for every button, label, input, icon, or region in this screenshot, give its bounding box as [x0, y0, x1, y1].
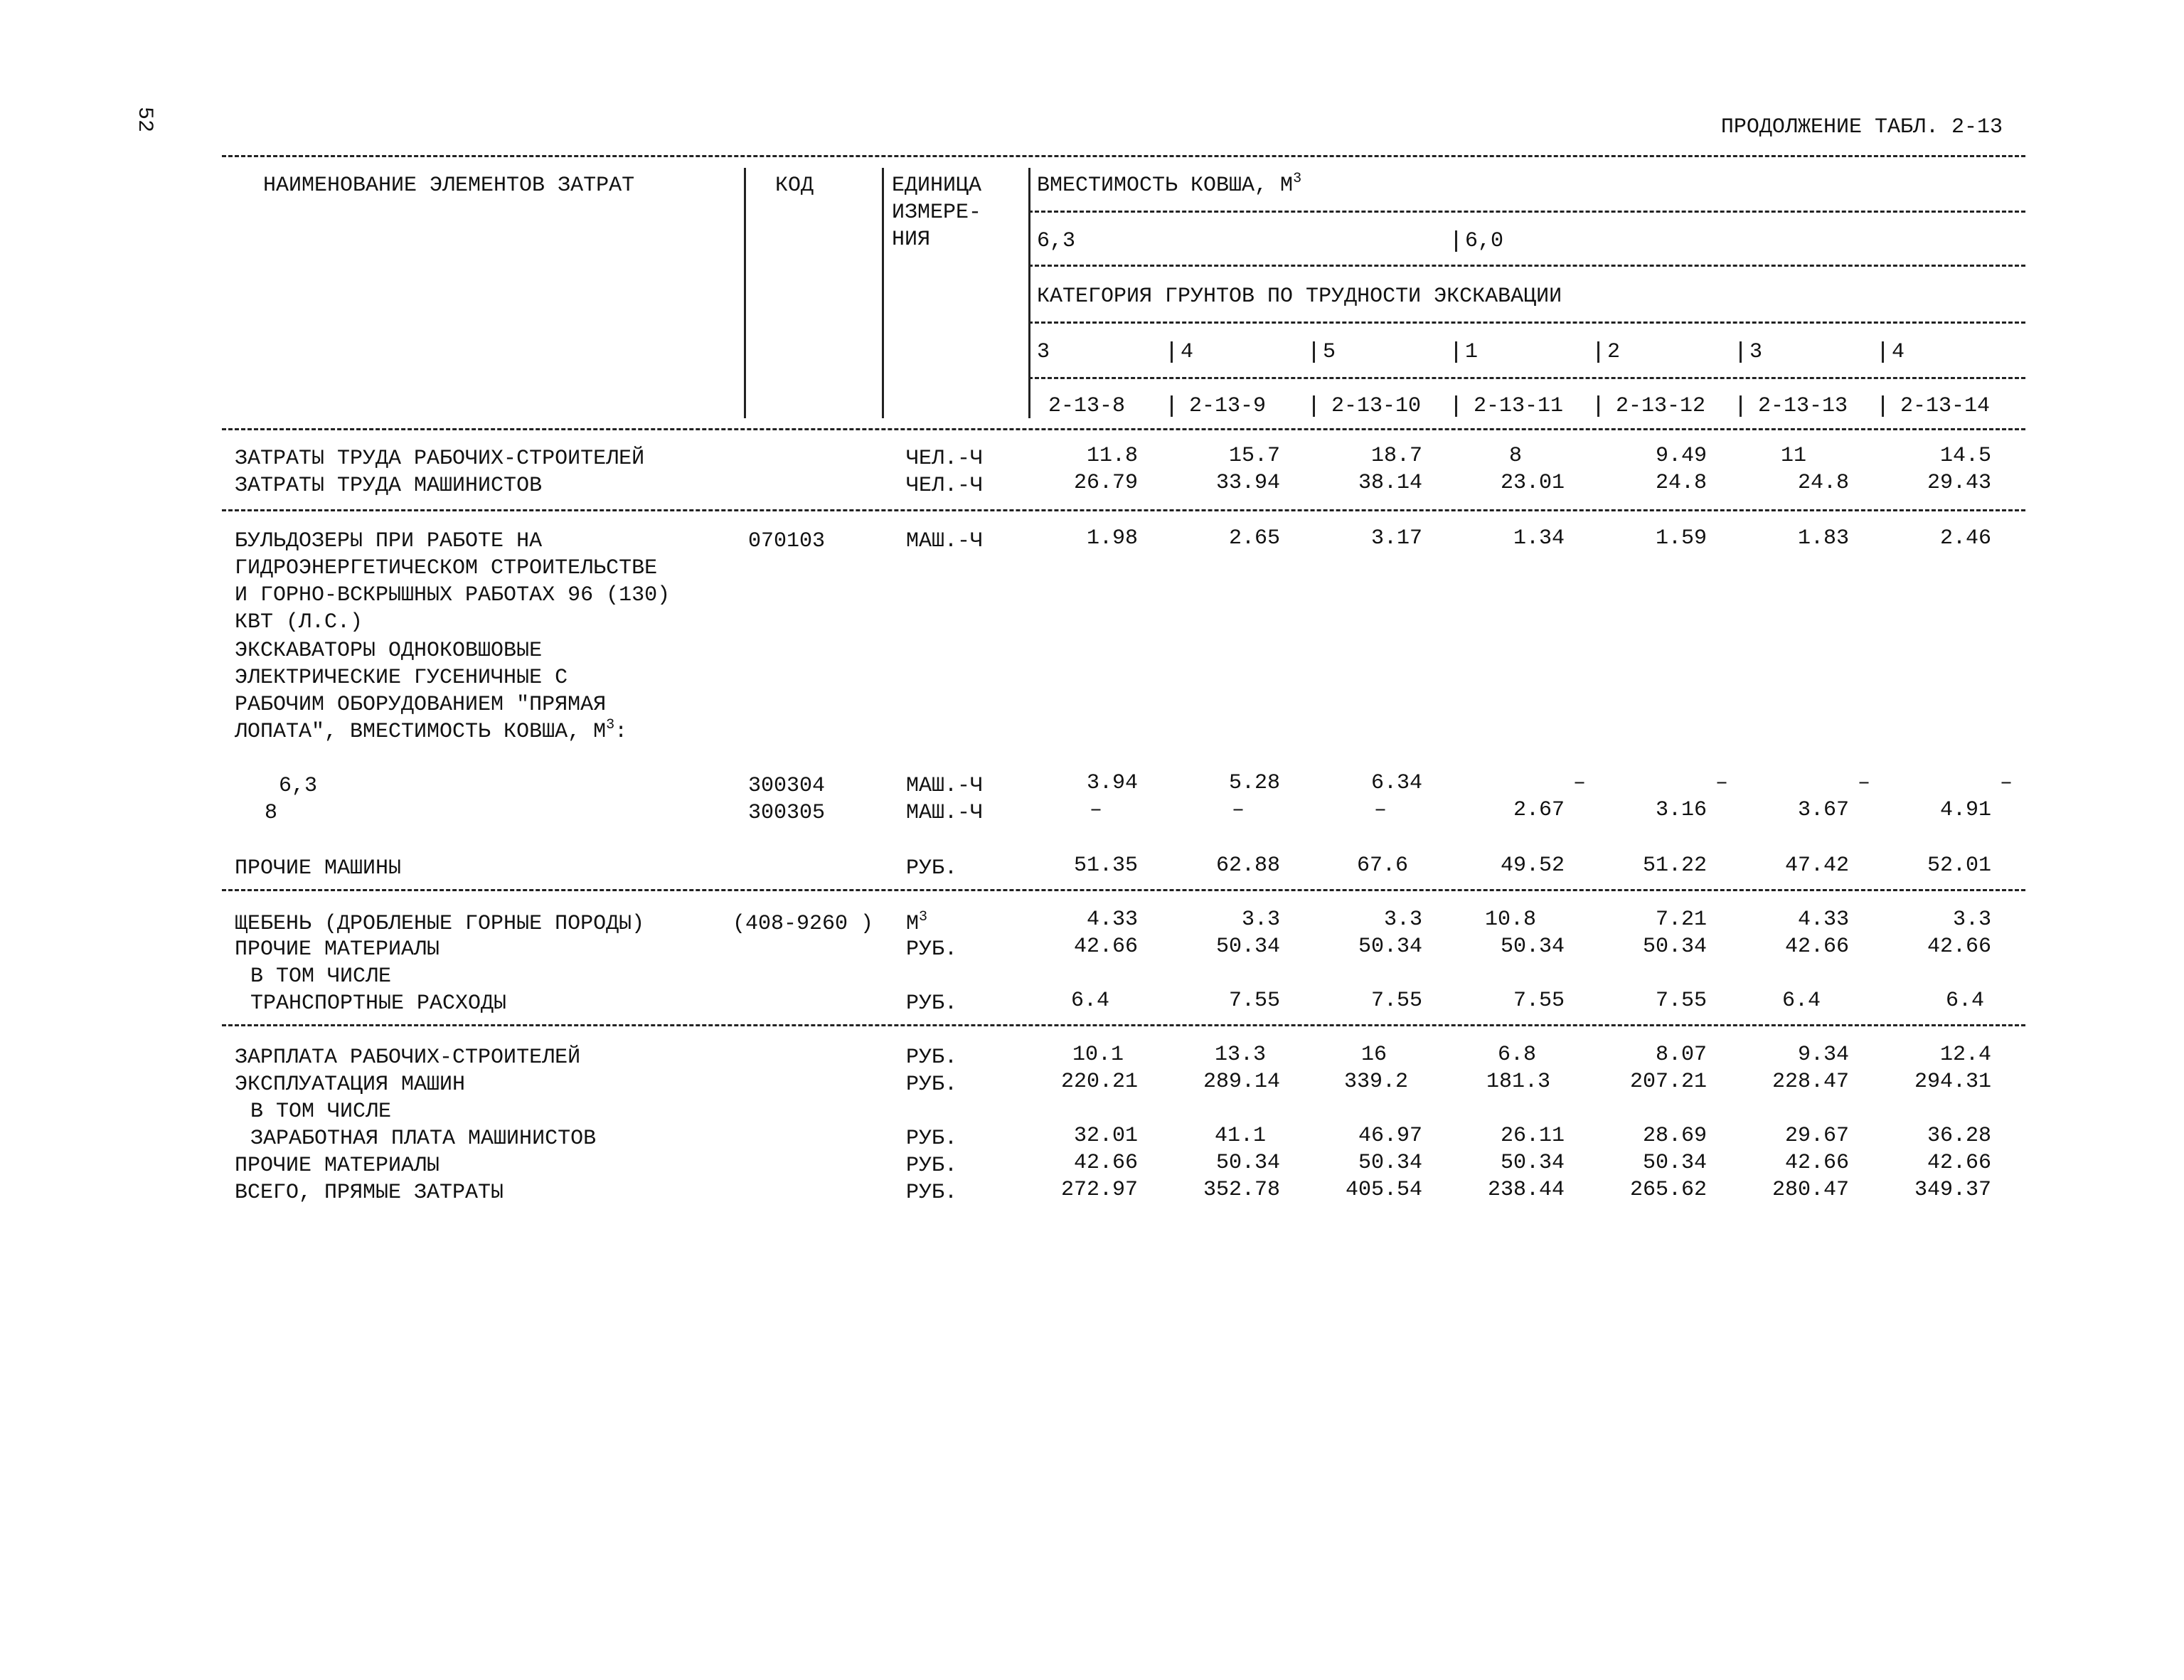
header-divider-unit	[882, 168, 884, 418]
rate-code-4: 2-13-11	[1474, 394, 1564, 418]
row-value: 16	[1360, 1043, 1387, 1067]
row-value: –	[1857, 771, 1870, 795]
rule-section	[222, 889, 2025, 891]
row-value: 12.4	[1939, 1043, 1991, 1067]
excavator-line-3: РАБОЧИМ ОБОРУДОВАНИЕМ "ПРЯМАЯ	[235, 693, 607, 717]
row-value: 11.8	[1086, 444, 1138, 468]
category-2: 4	[1181, 340, 1194, 364]
row-value: 2.46	[1939, 526, 1991, 551]
row-value: 10.1	[1072, 1043, 1124, 1067]
category-separator	[1455, 341, 1457, 363]
row-code: 300305	[748, 801, 826, 825]
row-code: 300304	[748, 774, 826, 798]
row-name: ТРАНСПОРТНЫЕ РАСХОДЫ	[250, 991, 507, 1016]
row-value: 28.69	[1642, 1124, 1707, 1148]
row-value: 49.52	[1500, 854, 1565, 878]
row-value: 181.3	[1486, 1070, 1550, 1094]
row-name: 8	[265, 801, 278, 825]
row-unit: РУБ.	[906, 1046, 958, 1070]
row-name: ЗАТРАТЫ ТРУДА МАШИНИСТОВ	[235, 474, 543, 498]
row-value: 6.34	[1370, 771, 1422, 795]
row-value: 24.8	[1797, 471, 1849, 495]
row-unit: ЧЕЛ.-Ч	[906, 447, 984, 471]
row-value: 265.62	[1629, 1178, 1707, 1202]
row-unit: РУБ.	[906, 856, 958, 881]
row-value: 42.66	[1784, 935, 1849, 959]
row-value: 46.97	[1358, 1124, 1422, 1148]
row-name: ПРОЧИЕ МАШИНЫ	[235, 856, 402, 881]
row-value: 339.2	[1343, 1070, 1408, 1094]
table-caption: ПРОДОЛЖЕНИЕ ТАБЛ. 2-13	[1720, 115, 2003, 139]
row-value: 3.16	[1655, 798, 1707, 822]
excavator-line-2: ЭЛЕКТРИЧЕСКИЕ ГУСЕНИЧНЫЕ С	[235, 666, 568, 690]
header-unit-line-1: ЕДИНИЦА	[892, 174, 982, 198]
row-value: 26.79	[1073, 471, 1138, 495]
row-value: 1.83	[1797, 526, 1849, 551]
rule-top	[222, 155, 2025, 157]
including-label: В ТОМ ЧИСЛЕ	[250, 964, 392, 989]
excavator-line-4: ЛОПАТА", ВМЕСТИМОСТЬ КОВША, $М^3$:	[235, 717, 628, 744]
header-category: КАТЕГОРИЯ ГРУНТОВ ПО ТРУДНОСТИ ЭКСКАВАЦИИ	[1037, 285, 1562, 309]
row-value: 9.34	[1797, 1043, 1849, 1067]
row-name: ЗАРПЛАТА РАБОЧИХ-СТРОИТЕЛЕЙ	[235, 1046, 581, 1070]
row-name: ПРОЧИЕ МАТЕРИАЛЫ	[235, 1154, 440, 1178]
rule-section	[222, 1024, 2025, 1026]
code-separator	[1740, 395, 1742, 417]
code-separator	[1455, 395, 1457, 417]
row-unit: МАШ.-Ч	[906, 529, 984, 553]
row-value: 29.67	[1784, 1124, 1849, 1148]
category-3: 5	[1323, 340, 1336, 364]
row-name: 6,3	[279, 774, 318, 798]
row-value: 62.88	[1215, 854, 1280, 878]
row-value: –	[1999, 771, 2013, 795]
row-value: 32.01	[1073, 1124, 1138, 1148]
excavator-line-1: ЭКСКАВАТОРЫ ОДНОКОВШОВЫЕ	[235, 639, 543, 663]
header-capacity-group-2: 6,0	[1465, 229, 1504, 253]
row-value: –	[1373, 798, 1387, 822]
row-value: 36.28	[1927, 1124, 1991, 1148]
row-value: –	[1572, 771, 1586, 795]
row-value: 29.43	[1927, 471, 1991, 495]
row-unit: $М^3$	[906, 909, 928, 936]
category-4: 1	[1465, 340, 1479, 364]
row-value: 42.66	[1073, 935, 1138, 959]
row-value: –	[1231, 798, 1245, 822]
row-value: 10.8	[1484, 908, 1536, 932]
row-value: –	[1089, 798, 1102, 822]
row-value: 14.5	[1939, 444, 1991, 468]
row-value: 38.14	[1358, 471, 1422, 495]
row-value: 51.35	[1073, 854, 1138, 878]
rate-code-6: 2-13-13	[1758, 394, 1848, 418]
row-value: 15.7	[1228, 444, 1280, 468]
row-value: 3.3	[1383, 908, 1422, 932]
row-value: 50.34	[1215, 1151, 1280, 1175]
page-number: 52	[132, 107, 156, 133]
row-value: 3.94	[1086, 771, 1138, 795]
row-value: 6.4	[1945, 989, 1984, 1013]
row-value: 42.66	[1927, 935, 1991, 959]
row-value: 220.21	[1060, 1070, 1138, 1094]
code-separator	[1597, 395, 1599, 417]
category-5: 2	[1607, 340, 1621, 364]
row-unit: РУБ.	[906, 937, 958, 962]
row-unit: РУБ.	[906, 1154, 958, 1178]
row-value: 7.55	[1655, 989, 1707, 1013]
row-name: ВСЕГО, ПРЯМЫЕ ЗАТРАТЫ	[235, 1181, 504, 1205]
header-unit-line-3: НИЯ	[892, 228, 931, 252]
header-divider-code	[744, 168, 746, 418]
row-value: 238.44	[1487, 1178, 1565, 1202]
category-7: 4	[1892, 340, 1905, 364]
rule-groups	[1028, 265, 2025, 267]
rate-code-1: 2-13-8	[1048, 394, 1126, 418]
row-value: 50.34	[1500, 935, 1565, 959]
rate-code-5: 2-13-12	[1616, 394, 1706, 418]
code-separator	[1313, 395, 1315, 417]
rate-code-3: 2-13-10	[1331, 394, 1422, 418]
header-name-col: НАИМЕНОВАНИЕ ЭЛЕМЕНТОВ ЗАТРАТ	[263, 174, 635, 198]
category-separator	[1171, 341, 1173, 363]
row-value: 272.97	[1060, 1178, 1138, 1202]
row-value: 8	[1508, 444, 1522, 468]
row-value: 26.11	[1500, 1124, 1565, 1148]
row-unit: РУБ.	[906, 991, 958, 1016]
category-6: 3	[1749, 340, 1763, 364]
row-value: 4.91	[1939, 798, 1991, 822]
row-value: 3.3	[1241, 908, 1280, 932]
row-value: 24.8	[1655, 471, 1707, 495]
row-value: 1.34	[1513, 526, 1565, 551]
row-value: 50.34	[1642, 935, 1707, 959]
row-value: 9.49	[1655, 444, 1707, 468]
row-unit: РУБ.	[906, 1181, 958, 1205]
code-separator	[1171, 395, 1173, 417]
header-unit-line-2: ИЗМЕРЕ-	[892, 201, 982, 225]
row-value: 289.14	[1203, 1070, 1280, 1094]
row-value: 18.7	[1370, 444, 1422, 468]
category-separator	[1740, 341, 1742, 363]
row-value: 2.65	[1228, 526, 1280, 551]
row-value: 405.54	[1345, 1178, 1422, 1202]
row-value: 6.4	[1070, 989, 1109, 1013]
row-value: 11	[1780, 444, 1806, 468]
row-name: ЩЕБЕНЬ (ДРОБЛЕНЫЕ ГОРНЫЕ ПОРОДЫ)	[235, 912, 645, 936]
header-divider-values	[1028, 168, 1030, 418]
row-value: 23.01	[1500, 471, 1565, 495]
bulldozer-line-4: КВТ (Л.С.)	[235, 610, 363, 634]
row-value: 3.17	[1370, 526, 1422, 551]
rule-capacity	[1028, 211, 2025, 213]
row-value: 1.98	[1086, 526, 1138, 551]
code-separator	[1882, 395, 1884, 417]
row-name: ПРОЧИЕ МАТЕРИАЛЫ	[235, 937, 440, 962]
row-value: 6.8	[1497, 1043, 1536, 1067]
bulldozer-line-1: БУЛЬДОЗЕРЫ ПРИ РАБОТЕ НА	[235, 529, 543, 553]
row-value: 228.47	[1772, 1070, 1849, 1094]
row-unit: РУБ.	[906, 1127, 958, 1151]
row-value: 52.01	[1927, 854, 1991, 878]
header-capacity: ВМЕСТИМОСТЬ КОВША, $М^3$	[1037, 171, 1302, 198]
row-unit: МАШ.-Ч	[906, 774, 984, 798]
row-value: 13.3	[1214, 1043, 1266, 1067]
row-value: –	[1715, 771, 1728, 795]
header-capacity-group-1: 6,3	[1037, 229, 1076, 253]
row-value: 42.66	[1073, 1151, 1138, 1175]
row-value: 50.34	[1215, 935, 1280, 959]
row-value: 47.42	[1784, 854, 1849, 878]
row-value: 3.3	[1952, 908, 1991, 932]
category-1: 3	[1037, 340, 1050, 364]
row-value: 352.78	[1203, 1178, 1280, 1202]
row-value: 50.34	[1642, 1151, 1707, 1175]
row-name: ЗАТРАТЫ ТРУДА РАБОЧИХ-СТРОИТЕЛЕЙ	[235, 447, 645, 471]
group-separator	[1455, 230, 1457, 252]
category-separator	[1313, 341, 1315, 363]
row-value: 41.1	[1214, 1124, 1266, 1148]
row-unit: РУБ.	[906, 1073, 958, 1097]
rule-header-bottom	[222, 428, 2025, 430]
row-value: 33.94	[1215, 471, 1280, 495]
row-value: 280.47	[1772, 1178, 1849, 1202]
row-value: 67.6	[1356, 854, 1408, 878]
row-unit: ЧЕЛ.-Ч	[906, 474, 984, 498]
rate-code-2: 2-13-9	[1189, 394, 1267, 418]
row-value: 51.22	[1642, 854, 1707, 878]
bulldozer-line-3: И ГОРНО-ВСКРЫШНЫХ РАБОТАХ 96 (130)	[235, 583, 671, 607]
rate-code-7: 2-13-14	[1900, 394, 1991, 418]
category-separator	[1882, 341, 1884, 363]
rule-categories	[1028, 377, 2025, 379]
row-unit: МАШ.-Ч	[906, 801, 984, 825]
row-value: 3.67	[1797, 798, 1849, 822]
row-value: 294.31	[1914, 1070, 1991, 1094]
row-value: 7.21	[1655, 908, 1707, 932]
row-value: 5.28	[1228, 771, 1280, 795]
row-value: 50.34	[1358, 935, 1422, 959]
header-code-col: КОД	[775, 174, 814, 198]
including-label: В ТОМ ЧИСЛЕ	[250, 1100, 392, 1124]
row-value: 7.55	[1513, 989, 1565, 1013]
row-value: 6.4	[1781, 989, 1821, 1013]
row-value: 207.21	[1629, 1070, 1707, 1094]
row-value: 8.07	[1655, 1043, 1707, 1067]
rule-section	[222, 509, 2025, 511]
row-code: (408-9260 )	[733, 912, 874, 936]
row-value: 42.66	[1784, 1151, 1849, 1175]
row-name: ЗАРАБОТНАЯ ПЛАТА МАШИНИСТОВ	[250, 1127, 597, 1151]
row-code: 070103	[748, 529, 826, 553]
bulldozer-line-2: ГИДРОЭНЕРГЕТИЧЕСКОМ СТРОИТЕЛЬСТВЕ	[235, 556, 658, 580]
row-value: 349.37	[1914, 1178, 1991, 1202]
rule-category	[1028, 321, 2025, 324]
row-value: 7.55	[1228, 989, 1280, 1013]
row-value: 1.59	[1655, 526, 1707, 551]
row-value: 50.34	[1358, 1151, 1422, 1175]
row-name: ЭКСПЛУАТАЦИЯ МАШИН	[235, 1073, 466, 1097]
row-value: 4.33	[1797, 908, 1849, 932]
category-separator	[1597, 341, 1599, 363]
row-value: 4.33	[1086, 908, 1138, 932]
row-value: 50.34	[1500, 1151, 1565, 1175]
row-value: 42.66	[1927, 1151, 1991, 1175]
row-value: 7.55	[1370, 989, 1422, 1013]
row-value: 2.67	[1513, 798, 1565, 822]
